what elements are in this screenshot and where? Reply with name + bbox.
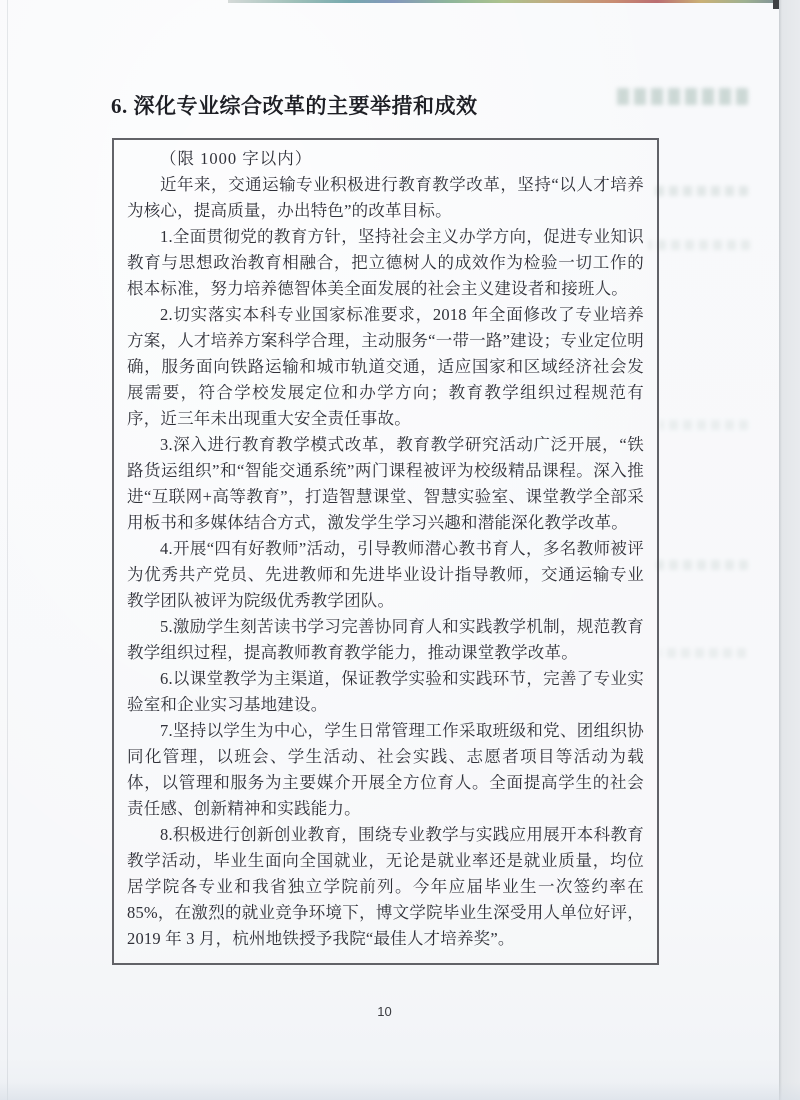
paper-left-edge bbox=[7, 0, 8, 1100]
paper-right-edge bbox=[779, 0, 800, 1100]
bleedthrough-artifact bbox=[656, 560, 748, 570]
paper-bottom-shadow bbox=[0, 1082, 800, 1100]
paragraph-item-2: 2.切实落实本科专业国家标准要求，2018 年全面修改了专业培养方案，人才培养方案科学合理，主动服务“一带一路”建设；专业定位明确，服务面向铁路运输和城市轨道交通，适应国家和区域经济社会发展需要，符合学校发展定位和办学方向；教育教学组织过程规范有序，近三年未出现重大安全责任事故。 bbox=[127, 305, 644, 428]
bleedthrough-artifact bbox=[652, 186, 748, 196]
paragraph-intro: 近年来，交通运输专业积极进行教育教学改革，坚持“以人才培养为核心，提高质量，办出特色”的改革目标。 bbox=[127, 175, 644, 220]
section-heading: 6. 深化专业综合改革的主要举措和成效 bbox=[111, 94, 478, 118]
scanner-color-strip-artifact bbox=[228, 0, 778, 3]
paragraph-item-7: 7.坚持以学生为中心，学生日常管理工作采取班级和党、团组织协同化管理，以班会、学生活动、社会实践、志愿者项目等活动为载体，以管理和服务为主要媒介开展全方位育人。全面提高学生的社会责任感、创新精神和实践能力。 bbox=[127, 721, 644, 818]
answer-box bbox=[112, 138, 659, 965]
paragraph-item-8: 8.积极进行创新创业教育，围绕专业教学与实践应用展开本科教育教学活动，毕业生面向全国就业，无论是就业率还是就业质量，均位居学院各专业和我省独立学院前列。今年应届毕业生一次签约率在 85%，在激烈的就业竞争环境下，博文学院毕业生深受用人单位好评，2019 年 3 月，杭州地铁授予我院“最佳人才培养奖”。 bbox=[127, 825, 644, 948]
paragraph-item-5: 5.激励学生刻苦读书学习完善协同育人和实践教学机制，规范教育教学组织过程，提高教师教育教学能力，推动课堂教学改革。 bbox=[127, 617, 644, 662]
paragraph-item-4: 4.开展“四有好教师”活动，引导教师潜心教书育人，多名教师被评为优秀共产党员、先进教师和先进毕业设计指导教师，交通运输专业教学团队被评为院级优秀教学团队。 bbox=[127, 539, 644, 610]
paragraph-item-3: 3.深入进行教育教学模式改革，教育教学研究活动广泛开展，“铁路货运组织”和“智能交通系统”两门课程被评为校级精品课程。深入推进“互联网+高等教育”，打造智慧课堂、智慧实验室、课堂教学全部采用板书和多媒体结合方式，激发学生学习兴趣和潜能深化教学改革。 bbox=[127, 435, 644, 532]
word-limit-note: （限 1000 字以内） bbox=[160, 149, 313, 168]
page-number: 10 bbox=[377, 1004, 392, 1019]
bleedthrough-artifact bbox=[660, 648, 746, 658]
bleedthrough-artifact bbox=[660, 420, 748, 430]
paragraph-item-1: 1.全面贯彻党的教育方针，坚持社会主义办学方向，促进专业知识教育与思想政治教育相融合，把立德树人的成效作为检验一切工作的根本标准，努力培养德智体美全面发展的社会主义建设者和接班人。 bbox=[127, 227, 644, 298]
bleedthrough-artifact bbox=[648, 240, 750, 250]
paragraph-item-6: 6.以课堂教学为主渠道，保证教学实验和实践环节，完善了专业实验室和企业实习基地建设。 bbox=[127, 669, 644, 714]
